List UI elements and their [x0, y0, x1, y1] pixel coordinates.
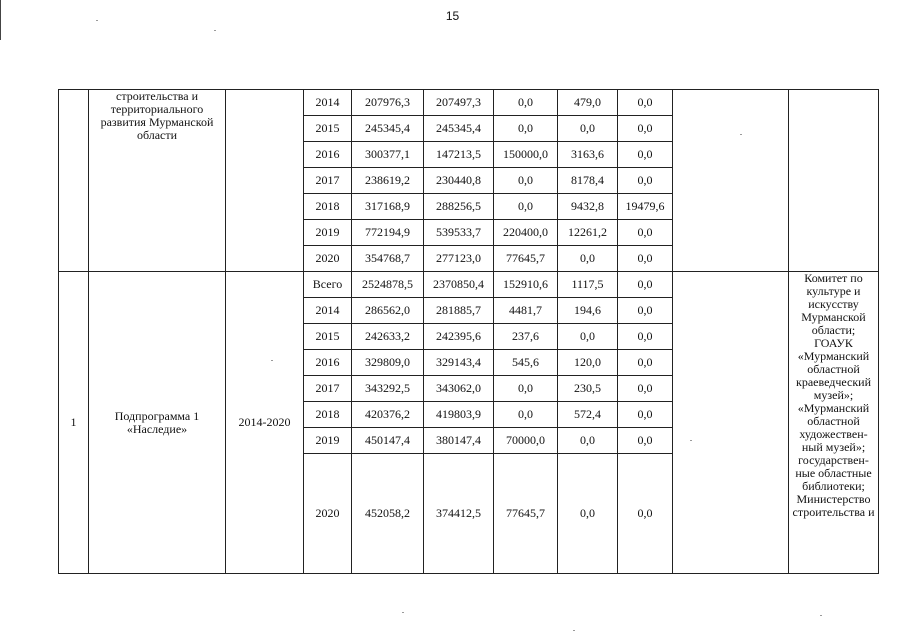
source-2-cell: 220400,0	[494, 220, 558, 246]
source-4-cell: 0,0	[618, 350, 673, 376]
source-1-cell: 419803,9	[424, 402, 494, 428]
source-2-cell: 0,0	[494, 116, 558, 142]
source-2-cell: 70000,0	[494, 428, 558, 454]
total-cell: 286562,0	[352, 298, 424, 324]
source-3-cell: 194,6	[558, 298, 618, 324]
source-3-cell: 8178,4	[558, 168, 618, 194]
scan-speck	[214, 30, 216, 31]
year-cell: 2018	[304, 194, 352, 220]
source-3-cell: 3163,6	[558, 142, 618, 168]
source-4-cell: 0,0	[618, 454, 673, 574]
source-4-cell: 0,0	[618, 272, 673, 298]
year-cell: 2014	[304, 90, 352, 116]
source-4-cell: 0,0	[618, 90, 673, 116]
scan-speck	[271, 360, 273, 361]
program-name-cell: строительства и территориального развития Мурманской области	[89, 90, 226, 272]
source-4-cell: 0,0	[618, 402, 673, 428]
total-cell: 245345,4	[352, 116, 424, 142]
executors-cell: Комитет по культуре и искусству Мурманской области; ГОАУК «Мурманский областной краеведческий музей»; «Мурманский областной художествен-ный музей»; государствен-ные областные библиотеки; Министерство строительства и	[789, 272, 879, 574]
total-cell: 329809,0	[352, 350, 424, 376]
scan-speck	[820, 615, 822, 616]
year-cell: 2014	[304, 298, 352, 324]
period-cell: 2014-2020	[226, 272, 304, 574]
source-1-cell: 147213,5	[424, 142, 494, 168]
source-2-cell: 150000,0	[494, 142, 558, 168]
source-3-cell: 12261,2	[558, 220, 618, 246]
source-2-cell: 77645,7	[494, 454, 558, 574]
total-cell: 2524878,5	[352, 272, 424, 298]
source-2-cell: 0,0	[494, 194, 558, 220]
source-1-cell: 245345,4	[424, 116, 494, 142]
year-cell: 2017	[304, 168, 352, 194]
year-cell: 2016	[304, 350, 352, 376]
source-4-cell: 0,0	[618, 142, 673, 168]
source-3-cell: 572,4	[558, 402, 618, 428]
budget-table	[58, 89, 879, 574]
year-cell: 2017	[304, 376, 352, 402]
source-1-cell: 230440,8	[424, 168, 494, 194]
executors-cell	[789, 90, 879, 272]
total-cell: 450147,4	[352, 428, 424, 454]
source-2-cell: 0,0	[494, 168, 558, 194]
total-cell: 242633,2	[352, 324, 424, 350]
source-1-cell: 329143,4	[424, 350, 494, 376]
scan-speck	[690, 440, 692, 441]
year-cell: 2019	[304, 428, 352, 454]
scan-speck	[96, 20, 98, 21]
year-cell: 2015	[304, 116, 352, 142]
page-number: 15	[445, 9, 460, 23]
total-cell: 343292,5	[352, 376, 424, 402]
source-4-cell: 0,0	[618, 246, 673, 272]
total-cell: 317168,9	[352, 194, 424, 220]
source-2-cell: 152910,6	[494, 272, 558, 298]
source-4-cell: 0,0	[618, 298, 673, 324]
year-cell: 2018	[304, 402, 352, 428]
indicator-cell	[673, 90, 789, 272]
source-3-cell: 0,0	[558, 428, 618, 454]
year-cell: 2020	[304, 454, 352, 574]
source-1-cell: 539533,7	[424, 220, 494, 246]
source-1-cell: 380147,4	[424, 428, 494, 454]
program-name-cell: Подпрограмма 1 «Наследие»	[89, 272, 226, 574]
source-1-cell: 277123,0	[424, 246, 494, 272]
year-cell: 2016	[304, 142, 352, 168]
source-2-cell: 4481,7	[494, 298, 558, 324]
row-number-cell	[59, 90, 89, 272]
year-cell: 2015	[304, 324, 352, 350]
total-cell: 420376,2	[352, 402, 424, 428]
source-3-cell: 120,0	[558, 350, 618, 376]
source-3-cell: 479,0	[558, 90, 618, 116]
year-cell: Всего	[304, 272, 352, 298]
table-row	[59, 272, 879, 298]
source-1-cell: 207497,3	[424, 90, 494, 116]
source-3-cell: 0,0	[558, 324, 618, 350]
source-3-cell: 9432,8	[558, 194, 618, 220]
source-3-cell: 1117,5	[558, 272, 618, 298]
source-2-cell: 0,0	[494, 90, 558, 116]
source-2-cell: 545,6	[494, 350, 558, 376]
period-cell	[226, 90, 304, 272]
source-2-cell: 0,0	[494, 376, 558, 402]
source-2-cell: 237,6	[494, 324, 558, 350]
scan-speck	[573, 630, 575, 631]
source-3-cell: 230,5	[558, 376, 618, 402]
source-1-cell: 2370850,4	[424, 272, 494, 298]
total-cell: 452058,2	[352, 454, 424, 574]
table-row	[59, 90, 879, 116]
source-4-cell: 0,0	[618, 220, 673, 246]
year-cell: 2019	[304, 220, 352, 246]
source-1-cell: 374412,5	[424, 454, 494, 574]
source-4-cell: 0,0	[618, 116, 673, 142]
source-3-cell: 0,0	[558, 246, 618, 272]
source-4-cell: 0,0	[618, 376, 673, 402]
source-3-cell: 0,0	[558, 116, 618, 142]
source-1-cell: 242395,6	[424, 324, 494, 350]
source-2-cell: 77645,7	[494, 246, 558, 272]
source-2-cell: 0,0	[494, 402, 558, 428]
total-cell: 238619,2	[352, 168, 424, 194]
scan-speck	[402, 612, 404, 613]
total-cell: 207976,3	[352, 90, 424, 116]
row-number-cell: 1	[59, 272, 89, 574]
source-1-cell: 343062,0	[424, 376, 494, 402]
source-4-cell: 19479,6	[618, 194, 673, 220]
total-cell: 354768,7	[352, 246, 424, 272]
source-4-cell: 0,0	[618, 168, 673, 194]
indicator-cell	[673, 272, 789, 574]
source-1-cell: 288256,5	[424, 194, 494, 220]
source-1-cell: 281885,7	[424, 298, 494, 324]
source-4-cell: 0,0	[618, 428, 673, 454]
year-cell: 2020	[304, 246, 352, 272]
total-cell: 300377,1	[352, 142, 424, 168]
source-3-cell: 0,0	[558, 454, 618, 574]
source-4-cell: 0,0	[618, 324, 673, 350]
total-cell: 772194,9	[352, 220, 424, 246]
scan-speck	[740, 134, 742, 135]
